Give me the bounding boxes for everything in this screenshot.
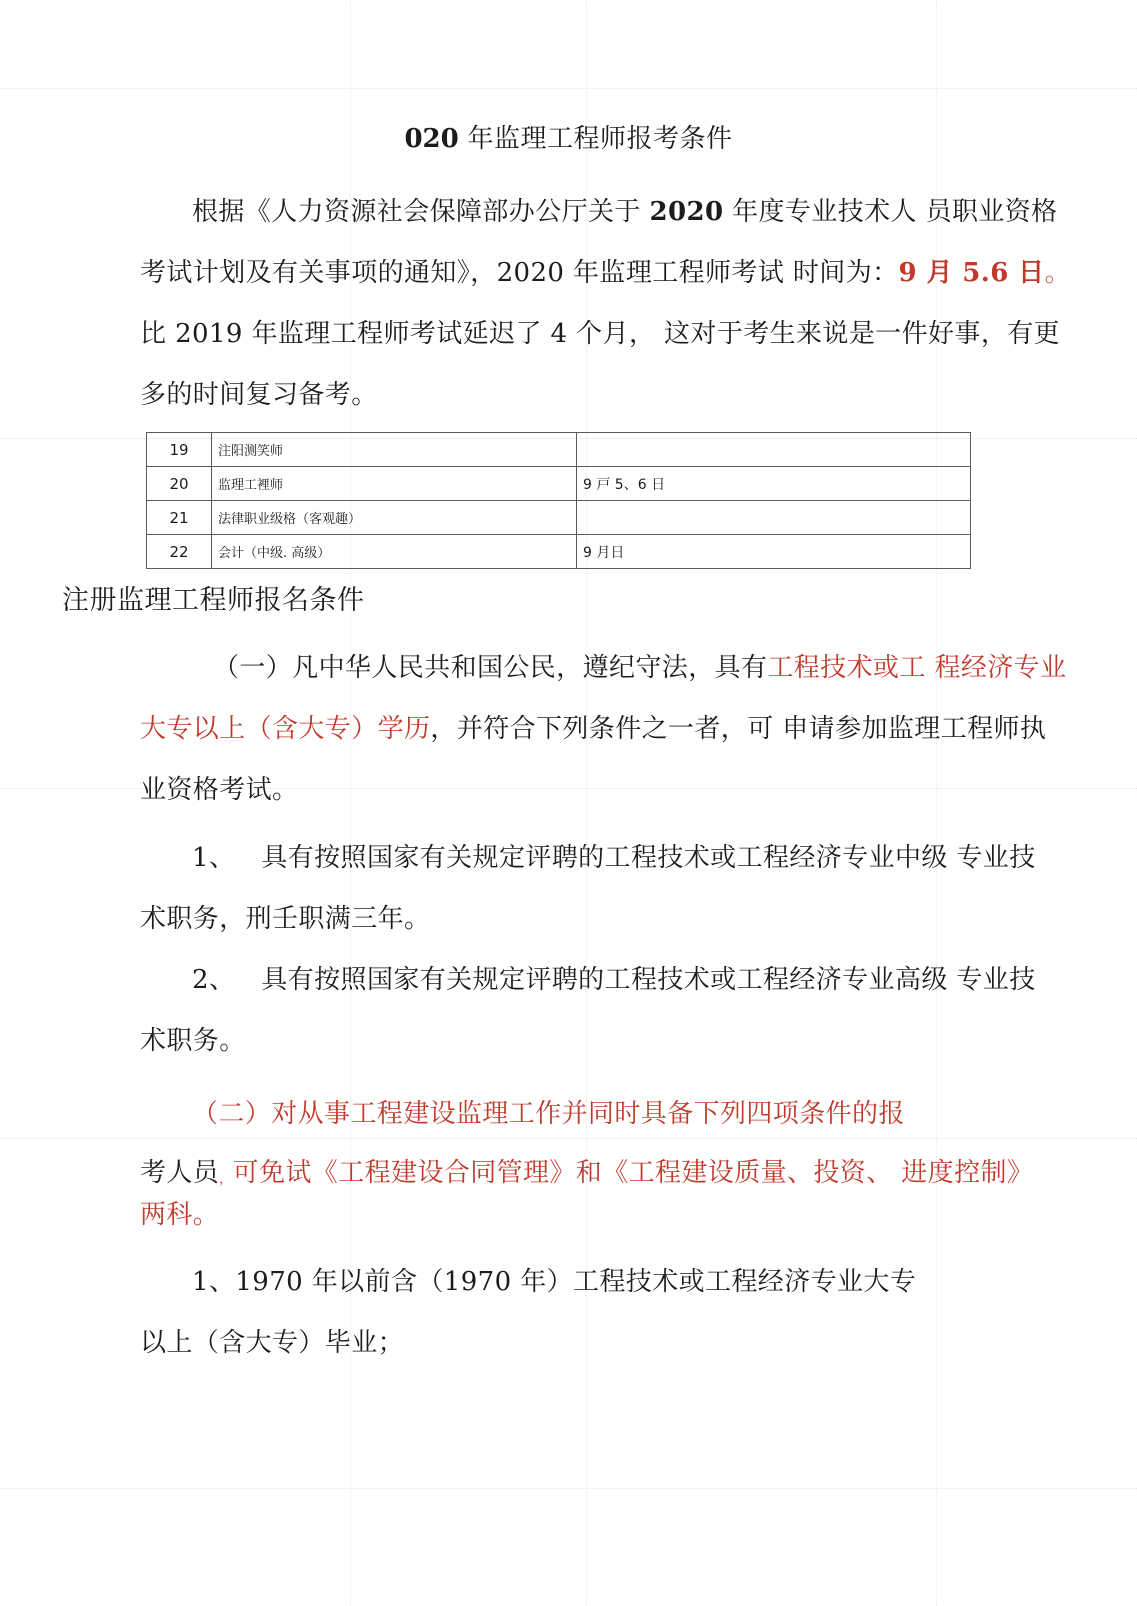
clause-two-line-2-black: 考人员 [140, 1158, 220, 1188]
exam-date-highlight: 9 月 5.6 日 [898, 258, 1045, 288]
clause-one-line-1-black: （一）凡中华人民共和国公民，遵纪守法，具有 [213, 653, 768, 683]
table-row [147, 535, 971, 569]
table-cell-date [577, 433, 971, 467]
intro-year-2020: 2020 [649, 197, 724, 227]
item-2-text: 具有按照国家有关规定评聘的工程技术或工程经济专业高级 专业技 [261, 965, 1036, 995]
item-1-line-2: 术职务，刑壬职满三年。 [140, 904, 431, 934]
intro-line-3: 比 2019 年监理工程师考试延迟了 4 个月， 这对于考生来说是一件好事，有更 [140, 319, 1061, 349]
item-2-line-2: 术职务。 [140, 1026, 246, 1056]
exam-schedule-table [146, 432, 971, 569]
table-cell-name: 会计（中级. 高级） [212, 535, 577, 569]
clause-one-line-1-red: 工程技术或工 程经济专业 [767, 653, 1067, 683]
clause-two-line-2-red: 可免试《工程建设合同管理》和《工程建设质量、投资、 进度控制》 [232, 1158, 1034, 1188]
table-cell-index: 20 [147, 467, 212, 501]
item-1-text: 具有按照国家有关规定评聘的工程技术或工程经济专业中级 专业技 [261, 843, 1036, 873]
page-title-rest: 年监理工程师报考条件 [458, 124, 733, 154]
intro-line-2-part-a: 考试计划及有关事项的通知》，2020 年监理工程师考试 时间为： [140, 258, 899, 288]
exam-schedule-table-body [147, 433, 971, 569]
table-row [147, 467, 971, 501]
intro-line-1 [192, 182, 1058, 243]
table-cell-name: 法律职业级格（客观趣） [212, 501, 577, 535]
item-1-marker: 1、 [192, 843, 236, 873]
table-cell-date: 9 戸 5、6 日 [577, 467, 971, 501]
clause-one-line-2 [140, 699, 1046, 760]
intro-line-2 [140, 243, 1071, 304]
clause-one-line-1 [213, 638, 1066, 699]
table-cell-date: 9 月日 [577, 535, 971, 569]
item-2-marker: 2、 [192, 965, 236, 995]
table-cell-index: 21 [147, 501, 212, 535]
table-cell-name: 监理工裡师 [212, 467, 577, 501]
item-2-line-1 [192, 950, 1036, 1011]
clause-two-line-2 [140, 1150, 1033, 1203]
intro-line-1-part-a: 根据《人力资源社会保障部办公厅关于 [192, 197, 650, 227]
page-title-lead-number: 020 [404, 124, 459, 154]
item-1-line-1 [192, 828, 1036, 889]
table-cell-index: 19 [147, 433, 212, 467]
table-cell-name: 注阳测笑师 [212, 433, 577, 467]
table-row [147, 501, 971, 535]
intro-line-1-part-c: 年度专业技术人 员职业资格 [723, 197, 1058, 227]
page-title [0, 118, 1137, 155]
sub-item-1-line-2: 以上（含大专）毕业； [140, 1328, 405, 1358]
intro-line-2-period: 。 [1044, 258, 1071, 288]
clause-two-line-3: 两科。 [140, 1200, 220, 1230]
table-cell-date [577, 501, 971, 535]
section-heading: 注册监理工程师报名条件 [62, 585, 365, 616]
table-cell-index: 22 [147, 535, 212, 569]
clause-one-line-2-red: 大专以上（含大专）学历 [140, 714, 431, 744]
clause-one-line-3: 业资格考试。 [140, 775, 299, 805]
clause-two-line-1: （二）对从事工程建设监理工作并同时具备下列四项条件的报 [192, 1099, 905, 1129]
intro-line-4: 多的时间复习备考。 [140, 380, 378, 410]
clause-one-line-2-black: ，并符合下列条件之一者，可 申请参加监理工程师执 [430, 714, 1047, 744]
clause-two-line-2-mark: ， [219, 1172, 233, 1187]
table-row [147, 433, 971, 467]
sub-item-1-line-1: 1、1970 年以前含（1970 年）工程技术或工程经济专业大专 [192, 1267, 917, 1297]
